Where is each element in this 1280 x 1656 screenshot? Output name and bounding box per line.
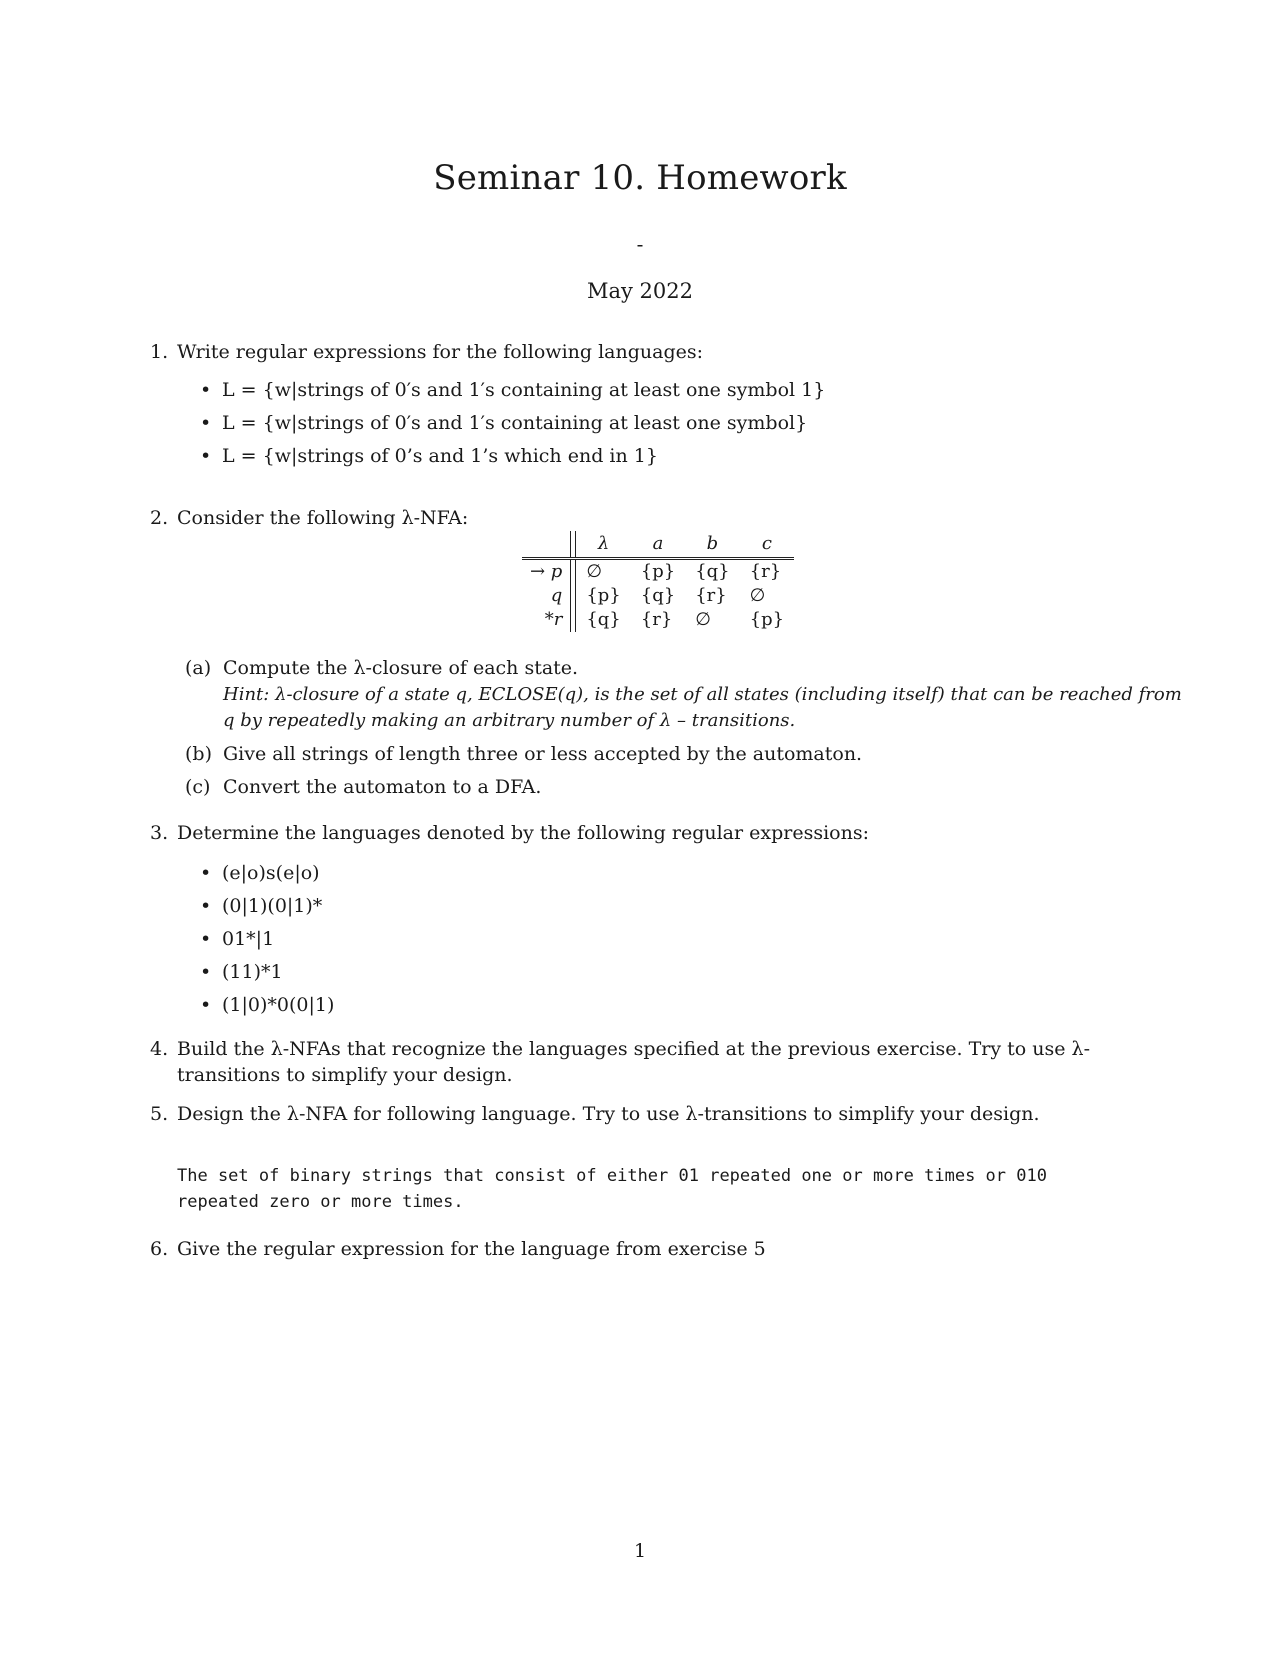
list-item: • (0|1)(0|1)* [200,890,334,923]
list-item: • (11)*1 [200,956,334,989]
table-cell: ∅ [586,561,603,582]
list-item: • (1|0)*0(0|1) [200,989,334,1022]
table-cell: {q} [695,561,730,582]
question-2b [185,741,1175,767]
table-header-row [522,531,794,559]
author-line: - [636,232,644,256]
state-label: → p [530,561,563,582]
question-text: Give the regular expression for the language from exercise 5 [177,1238,766,1260]
list-item: • L = {w|strings of 0′s and 1′s containing at least one symbol} [200,407,825,440]
question-4 [150,1036,1167,1088]
language-description: The set of binary strings that consist of either 01 repeated one or more times or 010 repeated zero or more times. [177,1166,1047,1212]
document-title: Seminar 10. Homework [433,158,847,198]
question-3 [150,820,1160,846]
document-date: May 2022 [586,279,693,303]
question-number: 2. [150,507,169,529]
list-item: • L = {w|strings of 0′s and 1′s containing at least one symbol 1} [200,374,825,407]
table-row [522,559,794,585]
q3-bullet-list [200,857,334,1022]
question-text: Consider the following λ-NFA: [177,507,469,529]
subquestion-text: Convert the automaton to a DFA. [223,776,542,798]
question-number: 5. [150,1103,169,1125]
subquestion-label: (c) [185,776,211,798]
question-2 [150,505,1160,531]
table-cell: {p} [586,585,621,606]
question-text: Write regular expressions for the following languages: [177,341,704,363]
subquestion-text: Compute the λ-closure of each state. [223,657,579,679]
bullet-icon: • [200,379,212,401]
bullet-icon: • [200,412,212,434]
subquestion-label: (a) [185,657,212,679]
nfa-transition-table [522,531,794,632]
table-cell: {p} [749,609,785,630]
bullet-icon: • [200,928,212,950]
question-2a [185,655,1175,681]
question-number: 3. [150,822,169,844]
bullet-icon: • [200,862,212,884]
question-1 [150,339,1160,365]
page-number: 1 [633,1540,647,1562]
column-header: b [685,531,739,559]
bullet-icon: • [200,445,212,467]
column-header: c [740,531,794,559]
question-number: 4. [150,1038,169,1060]
table-cell: ∅ [749,585,766,606]
table-cell: ∅ [695,609,711,630]
table-cell: {r} [640,609,673,630]
state-label: *r [544,609,563,630]
table-row [522,584,794,608]
question-text: Build the λ-NFAs that recognize the languages specified at the previous exercise. Try to use λ-transitions to simplify your design. [177,1038,1090,1086]
question-2c [185,774,1175,800]
question-text: Determine the languages denoted by the following regular expressions: [177,822,869,844]
hint-text: Hint: λ-closure of a state q, ECLOSE(q), is the set of all states (including itself) that can be reached from q by repeatedly making an arbitrary number of λ – transitions. [223,684,1182,731]
list-item: • L = {w|strings of 0’s and 1’s which end in 1} [200,440,825,473]
table-cell: {p} [640,561,676,582]
question-6 [150,1236,1160,1262]
table-cell: {q} [586,609,621,630]
list-item: • (e|o)s(e|o) [200,857,334,890]
subquestion-text: Give all strings of length three or less accepted by the automaton. [223,743,863,765]
table-cell: {r} [749,561,782,582]
bullet-icon: • [200,994,212,1016]
column-header: a [631,531,685,559]
state-label: q [550,585,563,606]
table-cell: {q} [640,585,676,606]
column-header: λ [576,531,631,559]
question-number: 1. [150,341,169,363]
bullet-icon: • [200,961,212,983]
table-row [522,608,794,632]
list-item: • 01*|1 [200,923,334,956]
q1-bullet-list [200,374,825,473]
question-5 [150,1101,1160,1127]
subquestion-label: (b) [185,743,212,765]
table-cell: {r} [695,585,727,606]
question-text: Design the λ-NFA for following language. Try to use λ-transitions to simplify your design. [177,1103,1040,1125]
question-number: 6. [150,1238,169,1260]
bullet-icon: • [200,895,212,917]
